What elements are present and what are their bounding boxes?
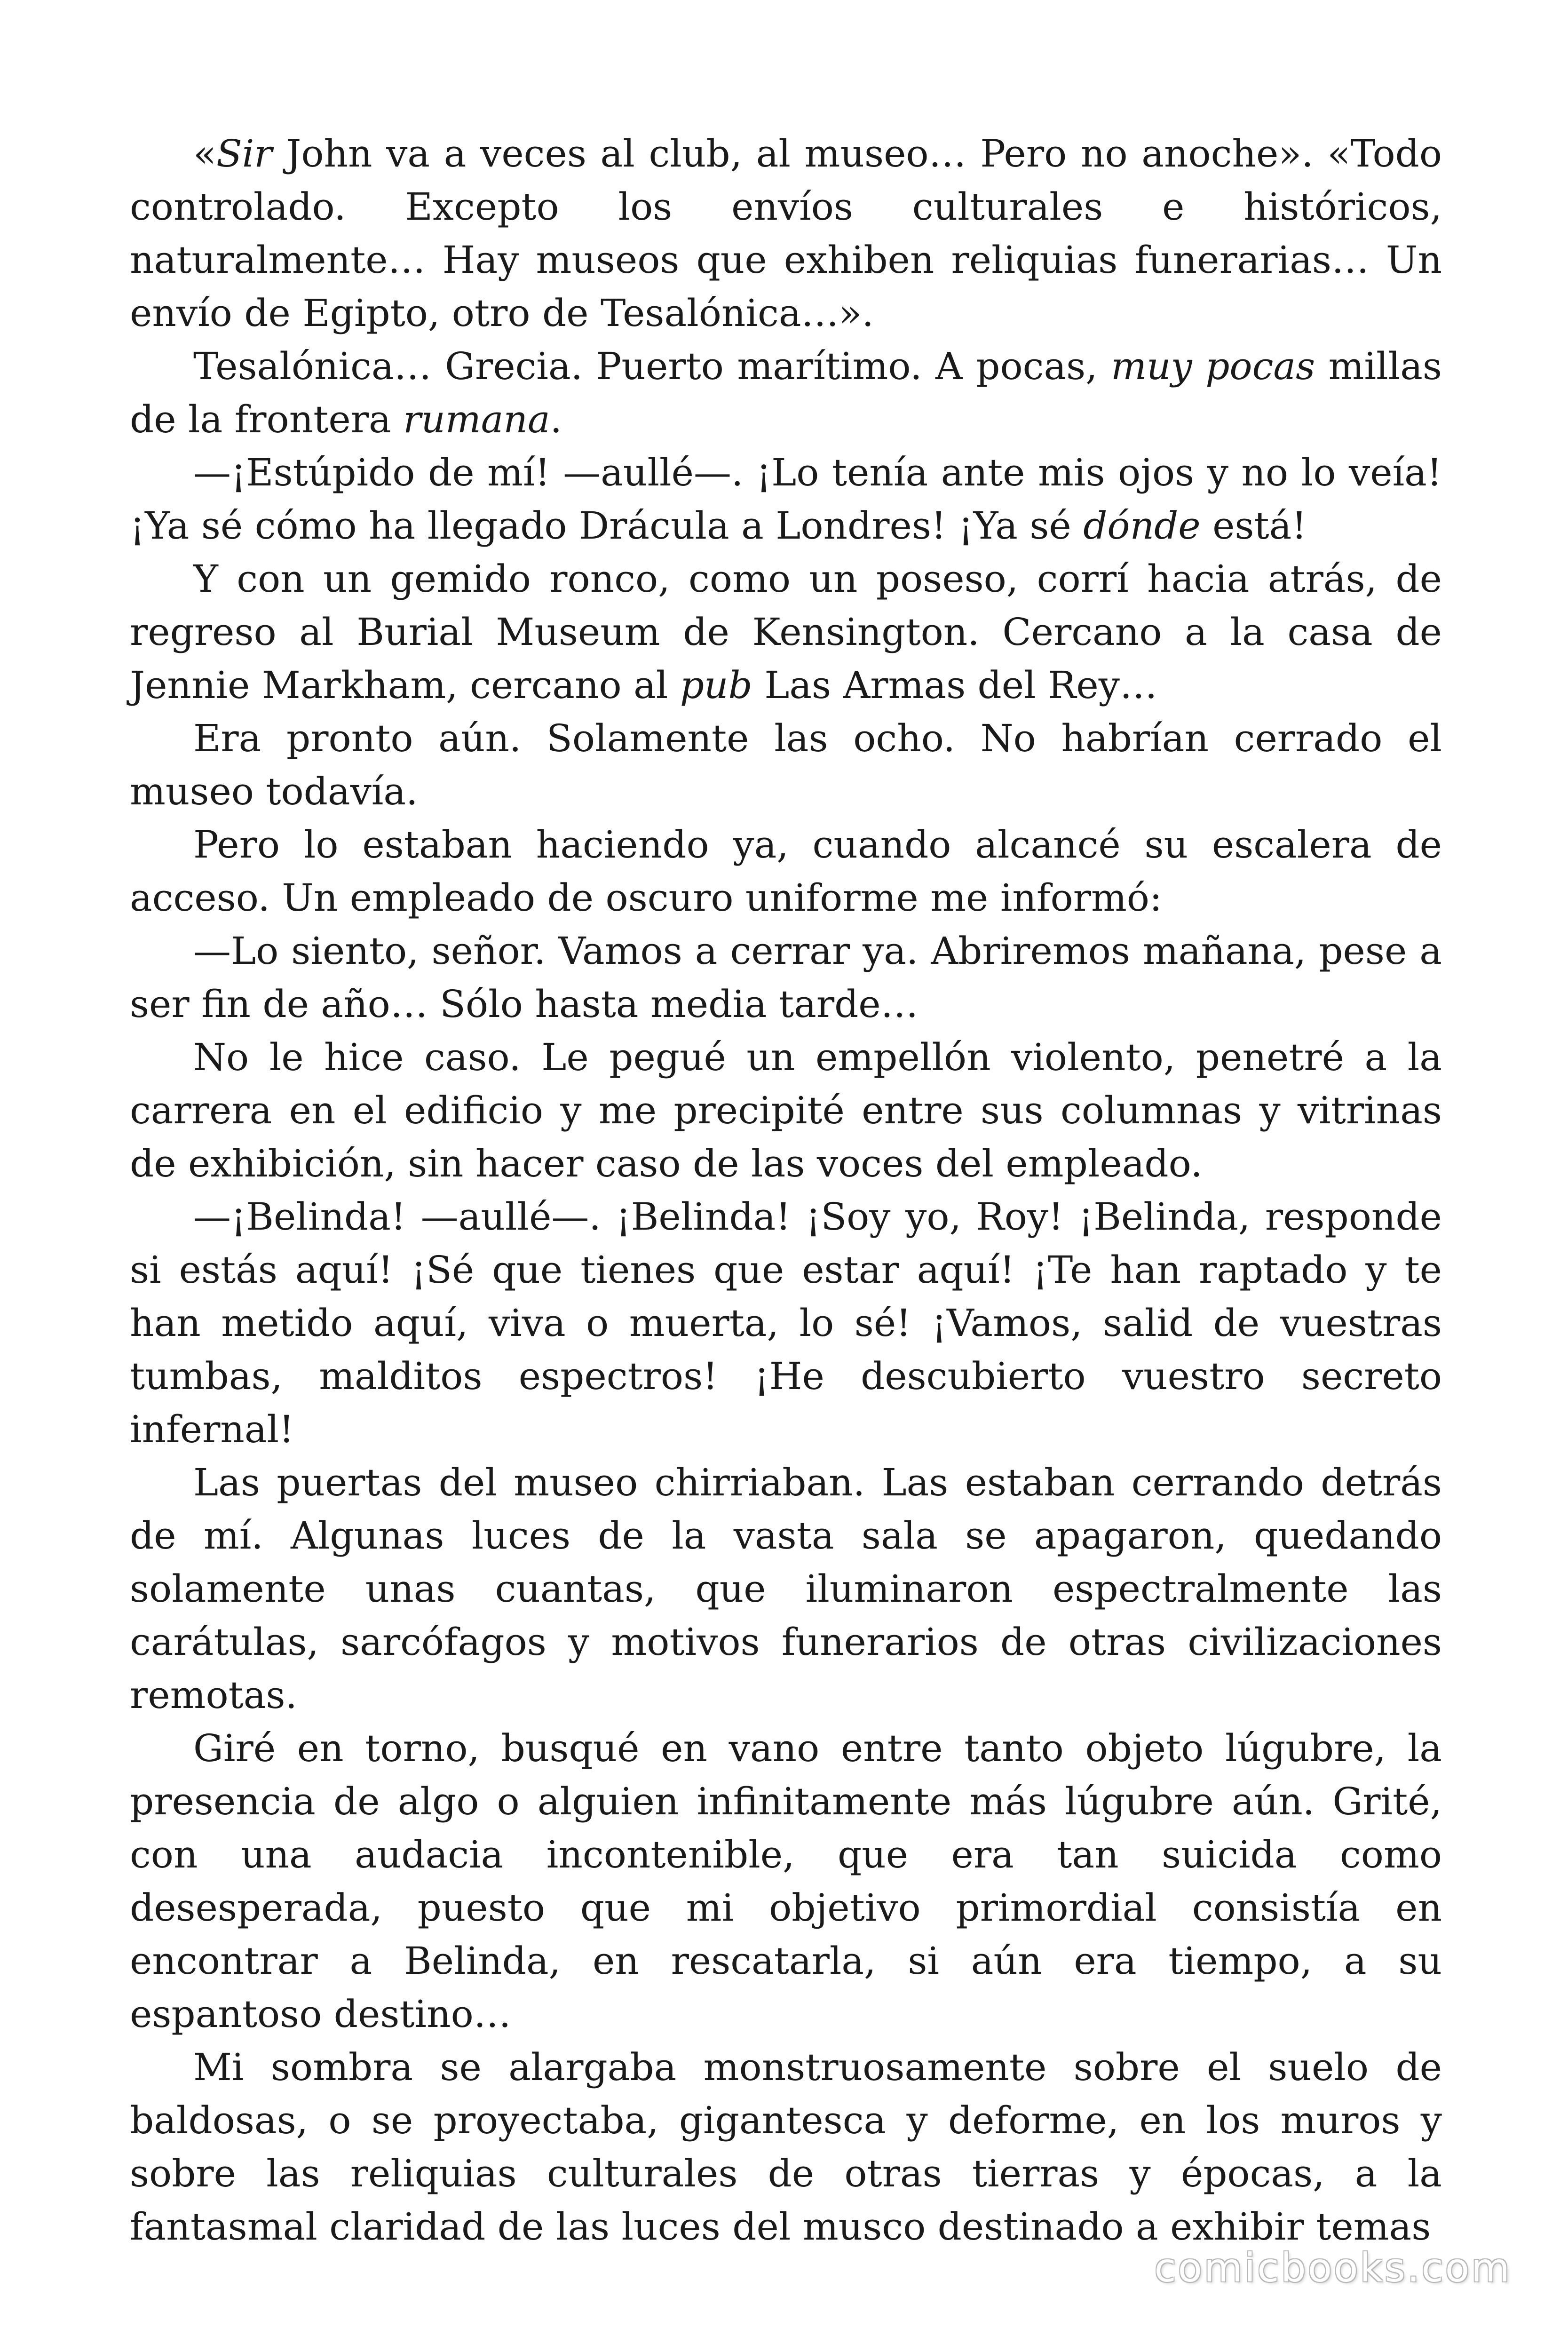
text-run: Era pronto aún. Solamente las ocho. No habrían cerrado el museo todavía. bbox=[130, 716, 1442, 813]
text-run: . bbox=[550, 397, 562, 441]
paragraph bbox=[130, 1722, 1442, 2041]
paragraph bbox=[130, 340, 1442, 446]
text-run: Pero lo estaban haciendo ya, cuando alcancé su escalera de acceso. Un empleado de oscuro uniforme me informó: bbox=[130, 823, 1442, 920]
body-text bbox=[130, 127, 1442, 2253]
paragraph bbox=[130, 2041, 1442, 2253]
text-run: —¡Estúpido de mí! —aullé—. ¡Lo tenía ante mis ojos y no lo veía! ¡Ya sé cómo ha llegado Drácula a Londres! ¡Ya sé bbox=[130, 451, 1442, 548]
text-run: Giré en torno, busqué en vano entre tanto objeto lúgubre, la presencia de algo o alguien infinitamente más lúgubre aún. Grité, con una audacia incontenible, que era tan suicida como desesperada, puesto que mi objetivo primordial consistía en encontrar a Belinda, en rescatarla, si aún era tiempo, a su espantoso destino… bbox=[130, 1726, 1442, 2036]
text-run: Mi sombra se alargaba monstruosamente sobre el suelo de baldosas, o se proyectaba, gigantesca y deforme, en los muros y sobre las reliquias culturales de otras tierras y épocas, a la fantasmal claridad de las luces del musco destinado a exhibir temas bbox=[130, 2045, 1442, 2249]
text-run: —¡Belinda! —aullé—. ¡Belinda! ¡Soy yo, Roy! ¡Belinda, responde si estás aquí! ¡Sé que tienes que estar aquí! ¡Te han raptado y te han metido aquí, viva o muerta, lo sé! ¡Vamos, salid de vuestras tumbas, malditos espectros! ¡He descubierto vuestro secreto infernal! bbox=[130, 1195, 1442, 1451]
text-run: Las puertas del museo chirriaban. Las estaban cerrando detrás de mí. Algunas luces de la vasta sala se apagaron, quedando solamente unas cuantas, que iluminaron espectralmente las carátulas, sarcófagos y motivos funerarios de otras civilizaciones remotas. bbox=[130, 1461, 1442, 1717]
italic-text: Sir bbox=[216, 132, 272, 175]
text-run: está! bbox=[1200, 504, 1307, 548]
paragraph bbox=[130, 1190, 1442, 1456]
text-run: millas de la frontera bbox=[130, 344, 1442, 441]
italic-text: rumana bbox=[403, 397, 550, 441]
italic-text: pub bbox=[680, 663, 752, 707]
text-run: John va a veces al club, al museo… Pero no anoche». «Todo controlado. Excepto los envíos culturales e históricos, naturalmente… Hay museos que exhiben reliquias funerarias… Un envío de Egipto, otro de Tesalónica…». bbox=[130, 132, 1442, 335]
text-run: Y con un gemido ronco, como un poseso, corrí hacia atrás, de regreso al Burial Museum de Kensington. Cercano a la casa de Jennie Markham, cercano al bbox=[130, 557, 1442, 707]
paragraph bbox=[130, 127, 1442, 340]
text-run: Las Armas del Rey… bbox=[752, 663, 1157, 707]
paragraph bbox=[130, 818, 1442, 924]
paragraph bbox=[130, 1456, 1442, 1722]
italic-text: dónde bbox=[1083, 504, 1201, 548]
paragraph bbox=[130, 1031, 1442, 1190]
paragraph bbox=[130, 712, 1442, 818]
paragraph bbox=[130, 552, 1442, 712]
text-run: —Lo siento, señor. Vamos a cerrar ya. Abriremos mañana, pese a ser fin de año… Sólo hasta media tarde… bbox=[130, 929, 1442, 1026]
paragraph bbox=[130, 446, 1442, 552]
text-run: Tesalónica… Grecia. Puerto marítimo. A pocas, bbox=[193, 344, 1111, 388]
text-run: « bbox=[193, 132, 216, 175]
text-run: No le hice caso. Le pegué un empellón violento, penetré a la carrera en el edificio y me precipité entre sus columnas y vitrinas de exhibición, sin hacer caso de las voces del empleado. bbox=[130, 1035, 1442, 1185]
italic-text: muy pocas bbox=[1111, 344, 1315, 388]
watermark: comicbooks.com bbox=[1154, 2245, 1512, 2291]
paragraph bbox=[130, 924, 1442, 1031]
